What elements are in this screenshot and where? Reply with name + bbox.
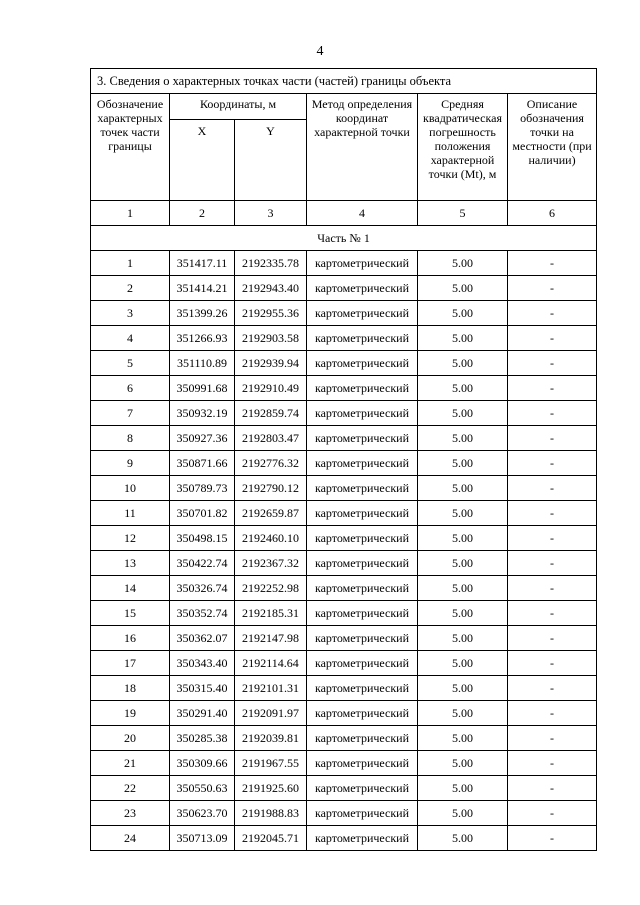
method-cell: картометрический (307, 476, 418, 501)
point-number-cell: 23 (91, 801, 170, 826)
x-coordinate-cell: 350291.40 (170, 701, 235, 726)
x-coordinate-cell: 350352.74 (170, 601, 235, 626)
x-coordinate-cell: 350701.82 (170, 501, 235, 526)
x-coordinate-cell: 350422.74 (170, 551, 235, 576)
column-number: 3 (235, 201, 307, 226)
table-row (91, 651, 597, 676)
accuracy-cell: 5.00 (418, 551, 508, 576)
table-row (91, 451, 597, 476)
x-coordinate-cell: 350362.07 (170, 626, 235, 651)
accuracy-cell: 5.00 (418, 676, 508, 701)
section-title: 3. Сведения о характерных точках части (частей) границы объекта (91, 69, 597, 94)
y-coordinate-cell: 2192776.32 (235, 451, 307, 476)
description-cell: - (508, 626, 597, 651)
point-number-cell: 24 (91, 826, 170, 851)
method-cell: картометрический (307, 526, 418, 551)
table-row (91, 676, 597, 701)
y-coordinate-cell: 2192460.10 (235, 526, 307, 551)
point-number-cell: 7 (91, 401, 170, 426)
method-cell: картометрический (307, 401, 418, 426)
method-cell: картометрический (307, 251, 418, 276)
accuracy-cell: 5.00 (418, 751, 508, 776)
column-number: 1 (91, 201, 170, 226)
table-row (91, 401, 597, 426)
point-number-cell: 6 (91, 376, 170, 401)
table-row (91, 726, 597, 751)
description-cell: - (508, 451, 597, 476)
table-row (91, 476, 597, 501)
header-coordinates: Координаты, м (170, 94, 307, 120)
method-cell: картометрический (307, 551, 418, 576)
x-coordinate-cell: 350927.36 (170, 426, 235, 451)
x-coordinate-cell: 350309.66 (170, 751, 235, 776)
table-row (91, 326, 597, 351)
accuracy-cell: 5.00 (418, 576, 508, 601)
y-coordinate-cell: 2192335.78 (235, 251, 307, 276)
x-coordinate-cell: 350315.40 (170, 676, 235, 701)
description-cell: - (508, 526, 597, 551)
y-coordinate-cell: 2192903.58 (235, 326, 307, 351)
accuracy-cell: 5.00 (418, 476, 508, 501)
accuracy-cell: 5.00 (418, 401, 508, 426)
accuracy-cell: 5.00 (418, 326, 508, 351)
method-cell: картометрический (307, 326, 418, 351)
point-number-cell: 12 (91, 526, 170, 551)
x-coordinate-cell: 350285.38 (170, 726, 235, 751)
description-cell: - (508, 601, 597, 626)
method-cell: картометрический (307, 801, 418, 826)
boundary-points-table (90, 68, 597, 851)
y-coordinate-cell: 2192859.74 (235, 401, 307, 426)
page-number: 4 (316, 44, 324, 59)
header-y: Y (235, 120, 307, 201)
x-coordinate-cell: 351399.26 (170, 301, 235, 326)
accuracy-cell: 5.00 (418, 626, 508, 651)
accuracy-cell: 5.00 (418, 376, 508, 401)
method-cell: картометрический (307, 676, 418, 701)
method-cell: картометрический (307, 826, 418, 851)
header-x: X (170, 120, 235, 201)
table-row (91, 776, 597, 801)
x-coordinate-cell: 350713.09 (170, 826, 235, 851)
point-number-cell: 15 (91, 601, 170, 626)
table-row (91, 826, 597, 851)
method-cell: картометрический (307, 701, 418, 726)
table-row (91, 626, 597, 651)
method-cell: картометрический (307, 751, 418, 776)
description-cell: - (508, 651, 597, 676)
accuracy-cell: 5.00 (418, 726, 508, 751)
description-cell: - (508, 801, 597, 826)
column-number: 4 (307, 201, 418, 226)
description-cell: - (508, 826, 597, 851)
table-row (91, 701, 597, 726)
table-row (91, 601, 597, 626)
y-coordinate-cell: 2192790.12 (235, 476, 307, 501)
y-coordinate-cell: 2192939.94 (235, 351, 307, 376)
method-cell: картометрический (307, 351, 418, 376)
y-coordinate-cell: 2192910.49 (235, 376, 307, 401)
method-cell: картометрический (307, 376, 418, 401)
header-accuracy: Средняя квадратическая погрешность положения характерной точки (Mt), м (418, 94, 508, 201)
description-cell: - (508, 751, 597, 776)
point-number-cell: 16 (91, 626, 170, 651)
x-coordinate-cell: 351414.21 (170, 276, 235, 301)
y-coordinate-cell: 2192252.98 (235, 576, 307, 601)
description-cell: - (508, 726, 597, 751)
method-cell: картометрический (307, 426, 418, 451)
description-cell: - (508, 576, 597, 601)
description-cell: - (508, 676, 597, 701)
accuracy-cell: 5.00 (418, 601, 508, 626)
y-coordinate-cell: 2191967.55 (235, 751, 307, 776)
y-coordinate-cell: 2192039.81 (235, 726, 307, 751)
point-number-cell: 20 (91, 726, 170, 751)
point-number-cell: 8 (91, 426, 170, 451)
description-cell: - (508, 776, 597, 801)
point-number-cell: 19 (91, 701, 170, 726)
accuracy-cell: 5.00 (418, 301, 508, 326)
point-number-cell: 11 (91, 501, 170, 526)
y-coordinate-cell: 2192114.64 (235, 651, 307, 676)
y-coordinate-cell: 2192185.31 (235, 601, 307, 626)
table-row (91, 576, 597, 601)
column-number: 2 (170, 201, 235, 226)
description-cell: - (508, 476, 597, 501)
x-coordinate-cell: 351417.11 (170, 251, 235, 276)
description-cell: - (508, 501, 597, 526)
y-coordinate-cell: 2192955.36 (235, 301, 307, 326)
table-row (91, 351, 597, 376)
y-coordinate-cell: 2192367.32 (235, 551, 307, 576)
y-coordinate-cell: 2192045.71 (235, 826, 307, 851)
description-cell: - (508, 326, 597, 351)
description-cell: - (508, 301, 597, 326)
y-coordinate-cell: 2192803.47 (235, 426, 307, 451)
point-number-cell: 22 (91, 776, 170, 801)
point-number-cell: 5 (91, 351, 170, 376)
accuracy-cell: 5.00 (418, 651, 508, 676)
table-row (91, 501, 597, 526)
x-coordinate-cell: 350991.68 (170, 376, 235, 401)
description-cell: - (508, 376, 597, 401)
point-number-cell: 13 (91, 551, 170, 576)
header-point-designation: Обозначение характерных точек части границы (91, 94, 170, 201)
column-number: 5 (418, 201, 508, 226)
accuracy-cell: 5.00 (418, 351, 508, 376)
point-number-cell: 14 (91, 576, 170, 601)
accuracy-cell: 5.00 (418, 451, 508, 476)
description-cell: - (508, 351, 597, 376)
description-cell: - (508, 426, 597, 451)
point-number-cell: 4 (91, 326, 170, 351)
table-row (91, 426, 597, 451)
accuracy-cell: 5.00 (418, 526, 508, 551)
accuracy-cell: 5.00 (418, 701, 508, 726)
point-number-cell: 18 (91, 676, 170, 701)
point-number-cell: 1 (91, 251, 170, 276)
point-number-cell: 17 (91, 651, 170, 676)
table-row (91, 551, 597, 576)
method-cell: картометрический (307, 776, 418, 801)
description-cell: - (508, 551, 597, 576)
method-cell: картометрический (307, 726, 418, 751)
header-method: Метод определения координат характерной точки (307, 94, 418, 201)
table-row (91, 301, 597, 326)
table-row (91, 251, 597, 276)
description-cell: - (508, 701, 597, 726)
accuracy-cell: 5.00 (418, 501, 508, 526)
method-cell: картометрический (307, 276, 418, 301)
point-number-cell: 2 (91, 276, 170, 301)
table-row (91, 376, 597, 401)
x-coordinate-cell: 350871.66 (170, 451, 235, 476)
x-coordinate-cell: 351266.93 (170, 326, 235, 351)
accuracy-cell: 5.00 (418, 276, 508, 301)
y-coordinate-cell: 2191925.60 (235, 776, 307, 801)
table-row (91, 526, 597, 551)
table-row (91, 801, 597, 826)
y-coordinate-cell: 2192101.31 (235, 676, 307, 701)
x-coordinate-cell: 350932.19 (170, 401, 235, 426)
accuracy-cell: 5.00 (418, 801, 508, 826)
accuracy-cell: 5.00 (418, 826, 508, 851)
point-number-cell: 9 (91, 451, 170, 476)
point-number-cell: 3 (91, 301, 170, 326)
y-coordinate-cell: 2191988.83 (235, 801, 307, 826)
x-coordinate-cell: 350326.74 (170, 576, 235, 601)
column-number-row (91, 201, 597, 226)
part-label: Часть № 1 (91, 226, 597, 251)
y-coordinate-cell: 2192147.98 (235, 626, 307, 651)
accuracy-cell: 5.00 (418, 426, 508, 451)
x-coordinate-cell: 351110.89 (170, 351, 235, 376)
description-cell: - (508, 276, 597, 301)
method-cell: картометрический (307, 501, 418, 526)
x-coordinate-cell: 350343.40 (170, 651, 235, 676)
method-cell: картометрический (307, 301, 418, 326)
y-coordinate-cell: 2192943.40 (235, 276, 307, 301)
description-cell: - (508, 251, 597, 276)
method-cell: картометрический (307, 451, 418, 476)
y-coordinate-cell: 2192091.97 (235, 701, 307, 726)
x-coordinate-cell: 350789.73 (170, 476, 235, 501)
column-number: 6 (508, 201, 597, 226)
table-row (91, 751, 597, 776)
table-body (91, 251, 597, 851)
header-description: Описание обозначения точки на местности (при наличии) (508, 94, 597, 201)
table-row (91, 276, 597, 301)
x-coordinate-cell: 350498.15 (170, 526, 235, 551)
x-coordinate-cell: 350550.63 (170, 776, 235, 801)
method-cell: картометрический (307, 576, 418, 601)
y-coordinate-cell: 2192659.87 (235, 501, 307, 526)
method-cell: картометрический (307, 651, 418, 676)
accuracy-cell: 5.00 (418, 776, 508, 801)
x-coordinate-cell: 350623.70 (170, 801, 235, 826)
method-cell: картометрический (307, 626, 418, 651)
point-number-cell: 21 (91, 751, 170, 776)
point-number-cell: 10 (91, 476, 170, 501)
method-cell: картометрический (307, 601, 418, 626)
description-cell: - (508, 401, 597, 426)
accuracy-cell: 5.00 (418, 251, 508, 276)
